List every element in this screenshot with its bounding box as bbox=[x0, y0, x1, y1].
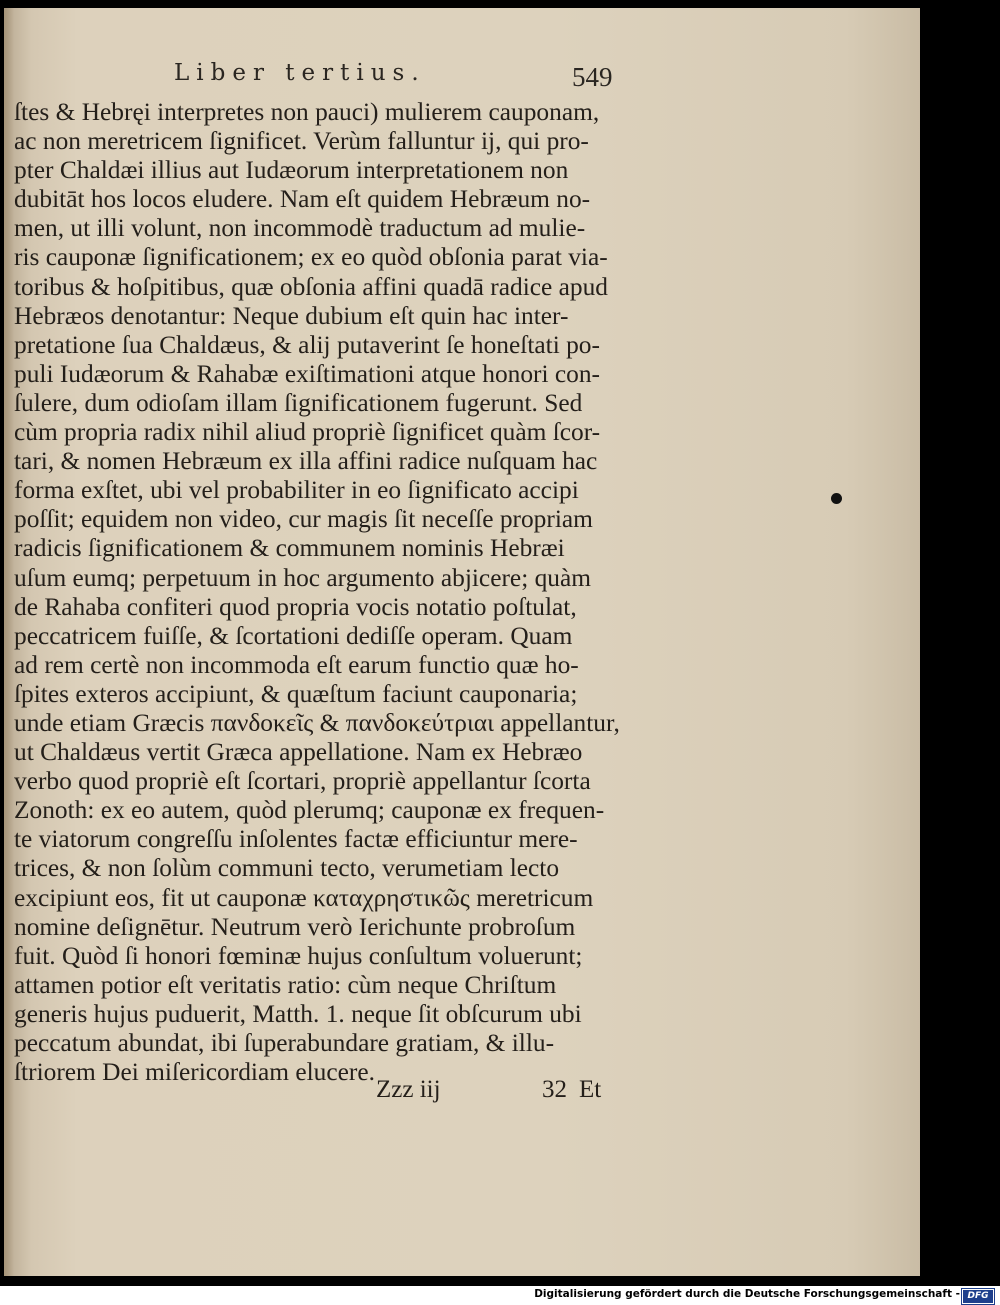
text-line: poſſit; equidem non video, cur magis ſit neceſſe propriam bbox=[14, 505, 593, 534]
text-line: fuit. Quòd ſi honori fœminæ hujus conſultum voluerunt; bbox=[14, 941, 583, 970]
text-line: toribus & hoſpitibus, quæ obſonia affini quadā radice apud bbox=[14, 272, 608, 301]
text-line: peccatricem fuiſſe, & ſcortationi dediſſe operam. Quam bbox=[14, 621, 573, 650]
text-line: generis hujus puduerit, Matth. 1. neque ſit obſcurum ubi bbox=[14, 999, 582, 1028]
running-head: Liber tertius. bbox=[174, 60, 426, 86]
gathering-number: 32 bbox=[542, 1076, 567, 1103]
text-line: pretatione ſua Chaldæus, & alij putaverint ſe honeſtati po- bbox=[14, 330, 600, 359]
text-line: ad rem certè non incommoda eſt earum functio quæ ho- bbox=[14, 650, 579, 679]
digitization-footer bbox=[0, 1286, 1000, 1305]
page-number: 549 bbox=[572, 62, 613, 92]
text-line: ac non meretricem ſignificet. Verùm falluntur ij, qui pro- bbox=[14, 127, 589, 156]
text-line: puli Iudæorum & Rahabæ exiſtimationi atque honori con- bbox=[14, 359, 601, 388]
text-line: nomine deſignētur. Neutrum verò Ierichunte probroſum bbox=[14, 912, 576, 941]
text-line: uſum eumq; perpetuum in hoc argumento abjicere; quàm bbox=[14, 563, 592, 592]
funding-notice: Digitalisierung gefördert durch die Deutsche Forschungsgemeinschaft - bbox=[534, 1288, 960, 1300]
dfg-logo-icon: DFG bbox=[962, 1289, 994, 1304]
text-line: trices, & non ſolùm communi tecto, verumetiam lecto bbox=[14, 854, 560, 883]
ink-blot-mark bbox=[831, 493, 842, 504]
text-line: Zonoth: ex eo autem, quòd plerumq; cauponæ ex frequen- bbox=[14, 796, 605, 825]
scanned-page bbox=[4, 8, 920, 1276]
text-line: peccatum abundat, ibi ſuperabundare gratiam, & illu- bbox=[14, 1029, 555, 1057]
text-line: ſtriorem Dei miſericordiam elucere. bbox=[14, 1058, 375, 1087]
text-line: ſtes & Hebręi interpretes non pauci) mulierem cauponam, bbox=[14, 98, 600, 126]
text-line: forma exſtet, ubi vel probabiliter in eo ſignificato accipi bbox=[14, 476, 579, 505]
signature-mark: Zzz iij bbox=[376, 1076, 441, 1103]
text-line: de Rahaba confiteri quod propria vocis notatio poſtulat, bbox=[14, 592, 577, 621]
text-line: verbo quod propriè eſt ſcortari, propriè appellantur ſcorta bbox=[14, 767, 591, 796]
text-line: men, ut illi volunt, non incommodè traductum ad mulie- bbox=[14, 214, 586, 243]
text-line: excipiunt eos, fit ut cauponæ καταχρηστικῶς meretricum bbox=[14, 883, 594, 912]
text-line: Hebræos denotantur: Neque dubium eſt quin hac inter- bbox=[14, 301, 569, 330]
text-line: ut Chaldæus vertit Græca appellatione. Nam ex Hebræo bbox=[14, 738, 583, 767]
text-line: ris cauponæ ſignificationem; ex eo quòd obſonia parat via- bbox=[14, 243, 608, 272]
text-line: radicis ſignificationem & communem nominis Hebræi bbox=[14, 534, 565, 563]
text-line: dubitāt hos locos eludere. Nam eſt quidem Hebræum no- bbox=[14, 185, 591, 214]
text-line: ſulere, dum odioſam illam ſignificationem fugerunt. Sed bbox=[14, 388, 583, 417]
page-edge-shadow bbox=[4, 8, 14, 1276]
text-line: cùm propria radix nihil aliud propriè ſignificet quàm ſcor- bbox=[14, 418, 601, 447]
text-line: tari, & nomen Hebræum ex illa affini radice nuſquam hac bbox=[14, 447, 598, 476]
text-line: te viatorum congreſſu inſolentes factæ efficiuntur mere- bbox=[14, 825, 578, 854]
catchword: Et bbox=[579, 1076, 602, 1103]
text-line: attamen potior eſt veritatis ratio: cùm neque Chriſtum bbox=[14, 970, 557, 999]
body-text bbox=[14, 98, 624, 1087]
text-line: ſpites exteros accipiunt, & quæſtum faciunt cauponaria; bbox=[14, 679, 578, 708]
text-line: unde etiam Græcis πανδοκεῖς & πανδοκεύτριαι appellantur, bbox=[14, 708, 620, 737]
text-line: pter Chaldæi illius aut Iudæorum interpretationem non bbox=[14, 156, 569, 185]
